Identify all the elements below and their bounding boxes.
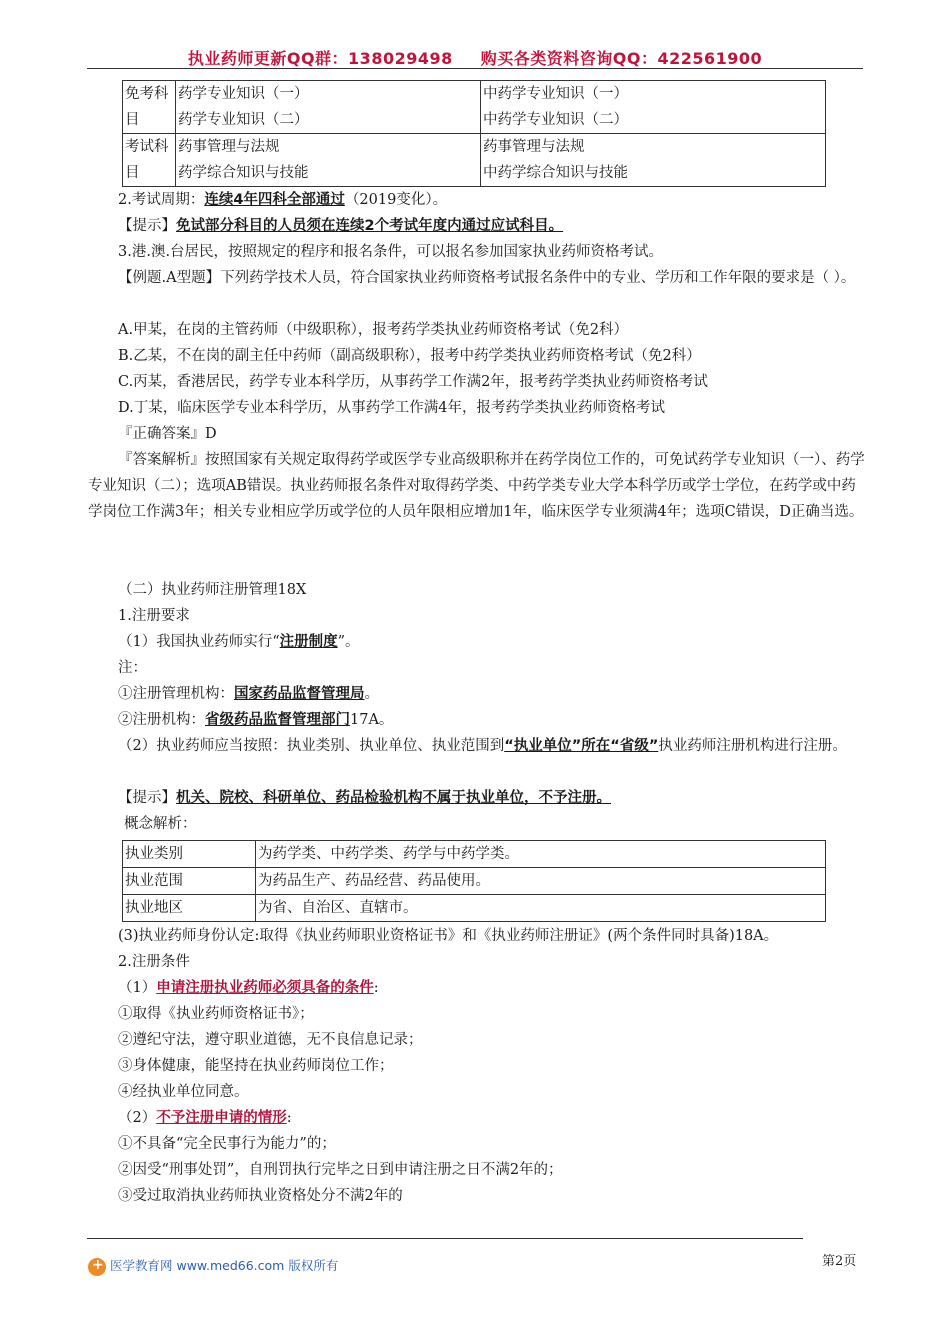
header-rule [87, 68, 863, 69]
footer-brand: +医学教育网 www.med66.com 版权所有 [88, 1256, 338, 1276]
header-banner [0, 46, 950, 69]
answer-analysis: 『答案解析』按照国家有关规定取得药学或医学专业高级职称并在药学岗位工作的，可免试药学专业知识（一）、药学专业知识（二）；选项AB错误。执业药师报名条件对取得药学类、中药学类专业大学本科学历或学士学位，在药学或中药学岗位工作满3年；相关专业相应学历或学位的人员年限相应增加1年，临床医学专业须满4年；选项C错误，D正确当选。 [88, 452, 865, 520]
subsection-title: 1.注册要求 [118, 608, 190, 624]
table-row [123, 134, 826, 187]
concept-label: 概念解析： [124, 816, 197, 832]
tip-1: 【提示】免试部分科目的人员须在连续2个考试年度内通过应试科目。 [118, 218, 564, 234]
example-question: 【例题.A型题】下列药学技术人员，符合国家执业药师资格考试报名条件中的专业、学历和工作年限的要求是（ ）。 [118, 270, 856, 286]
header-purchase-qq: 购买各类资料咨询QQ：422561900 [480, 49, 763, 68]
section-title: （二）执业药师注册管理18X [118, 582, 307, 598]
hk-macao-taiwan: 3.港.澳.台居民，按照规定的程序和报名条件，可以报名参加国家执业药师资格考试。 [118, 244, 664, 260]
exam-subjects-table [122, 80, 826, 187]
option-d: D.丁某，临床医学专业本科学历，从事药学工作满4年，报考药学类执业药师资格考试 [118, 400, 665, 416]
row-label: 免考科目 [123, 81, 176, 134]
rejection-item: ②因受“刑事处罚”，自刑罚执行完毕之日到申请注册之日不满2年的； [118, 1162, 563, 1178]
condition-heading-1: （1）申请注册执业药师必须具备的条件: [118, 980, 379, 996]
rejection-item: ③受过取消执业药师执业资格处分不满2年的 [118, 1188, 403, 1204]
condition-heading-2: （2）不予注册申请的情形: [118, 1110, 292, 1126]
cell: 药事管理与法规 中药学综合知识与技能 [481, 134, 826, 187]
correct-answer: 『正确答案』D [118, 426, 217, 442]
row-label: 考试科目 [123, 134, 176, 187]
option-c: C.丙某，香港居民，药学专业本科学历，从事药学工作满2年，报考药学类执业药师资格考试 [118, 374, 708, 390]
condition-item: ②遵纪守法，遵守职业道德，无不良信息记录； [118, 1032, 423, 1048]
table-row: 执业范围 为药品生产、药品经营、药品使用。 [123, 868, 826, 895]
header-qq-group: 执业药师更新QQ群：138029498 [187, 49, 453, 68]
concept-table [122, 840, 826, 922]
requirement-2: （2）执业药师应当按照：执业类别、执业单位、执业范围到“执业单位”所在“省级”执业药师注册机构进行注册。 [118, 738, 847, 754]
rejection-item: ①不具备“完全民事行为能力”的； [118, 1136, 336, 1152]
option-a: A.甲某，在岗的主管药师（中级职称），报考药学类执业药师资格考试（免2科） [118, 322, 629, 338]
cell: 药学专业知识（一） 药学专业知识（二） [176, 81, 481, 134]
condition-item: ①取得《执业药师资格证书》； [118, 1006, 314, 1022]
note-label: 注： [118, 660, 147, 676]
subsection-title: 2.注册条件 [118, 954, 190, 970]
option-b: B.乙某，不在岗的副主任中药师（副高级职称），报考中药学类执业药师资格考试（免2科） [118, 348, 701, 364]
table-row [123, 81, 826, 134]
exam-period: 2.考试周期：连续4年四科全部通过（2019变化）。 [118, 192, 448, 208]
page-number: 第2页 [822, 1254, 857, 1269]
cell: 中药学专业知识（一） 中药学专业知识（二） [481, 81, 826, 134]
med66-logo-icon [88, 1258, 106, 1276]
table-row: 执业类别 为药学类、中药学类、药学与中药学类。 [123, 841, 826, 868]
condition-item: ④经执业单位同意。 [118, 1084, 249, 1100]
footer-rule [87, 1238, 803, 1239]
table-row: 执业地区 为省、自治区、直辖市。 [123, 895, 826, 922]
tip-2: 【提示】机关、院校、科研单位、药品检验机构不属于执业单位，不予注册。 [118, 790, 611, 806]
identity-recognition: (3)执业药师身份认定:取得《执业药师职业资格证书》和《执业药师注册证》(两个条件同时具备)18A。 [118, 928, 779, 944]
cell: 药事管理与法规 药学综合知识与技能 [176, 134, 481, 187]
note-1: ①注册管理机构：国家药品监督管理局。 [118, 686, 379, 702]
condition-item: ③身体健康，能坚持在执业药师岗位工作； [118, 1058, 394, 1074]
note-2: ②注册机构：省级药品监督管理部门17A。 [118, 712, 394, 728]
requirement-1: （1）我国执业药师实行“注册制度”。 [118, 634, 360, 650]
